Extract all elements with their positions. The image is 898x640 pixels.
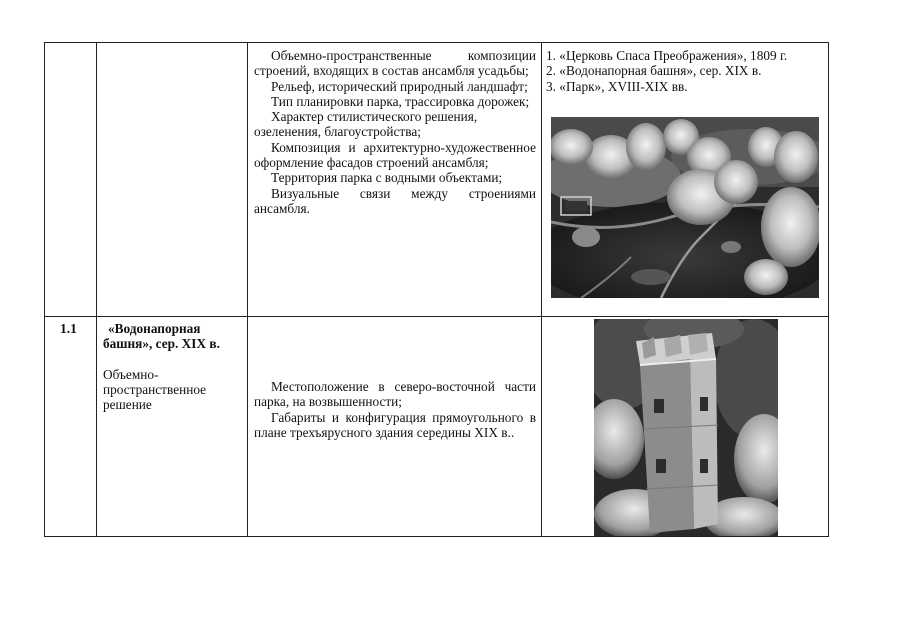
- row1-criteria: [254, 48, 536, 216]
- row-number: 1.1: [60, 321, 77, 336]
- column-divider: [541, 43, 542, 536]
- criteria-item: Территория парка с водными объектами;: [271, 170, 503, 186]
- criteria-item: Местоположение в северо-восточной части парка, на возвышенности;: [254, 379, 536, 410]
- criteria-item: Визуальные связи между строениями ансамбля.: [254, 185, 536, 216]
- column-divider: [96, 43, 97, 536]
- criteria-item: Композиция и архитектурно-художественное оформление фасадов строений ансамбля;: [254, 139, 536, 171]
- criteria-item: Характер стилистического решения, озеленения, благоустройства;: [254, 109, 478, 140]
- row-divider: [45, 316, 828, 317]
- criteria-item: Объемно-пространственные композиции строений, входящих в состав ансамбля усадьбы;: [254, 48, 536, 79]
- water-tower-photo: [594, 319, 778, 536]
- row1-photo-list: [546, 48, 828, 94]
- column-divider: [247, 43, 248, 536]
- photo-caption: 2. «Водонапорная башня», сер. XIX в.: [546, 63, 762, 79]
- row2-criteria: [254, 379, 536, 440]
- heritage-table: [44, 42, 829, 537]
- row2-object: [103, 321, 243, 412]
- criteria-item: Габариты и конфигурация прямоугольного в плане трехъярусного здания середины XIX в..: [254, 409, 536, 440]
- object-title: «Водонапорная башня», сер. XIX в.: [103, 321, 220, 352]
- photo-caption: 3. «Парк», XVIII-XIX вв.: [546, 78, 688, 94]
- photo-caption: 1. «Церковь Спаса Преображения», 1809 г.: [546, 48, 788, 63]
- criteria-item: Тип планировки парка, трассировка дорожек;: [271, 93, 530, 109]
- criteria-item: Рельеф, исторический природный ландшафт;: [271, 78, 528, 94]
- object-subtitle: Объемно-пространственное решение: [103, 366, 207, 413]
- aerial-park-photo: [551, 117, 819, 298]
